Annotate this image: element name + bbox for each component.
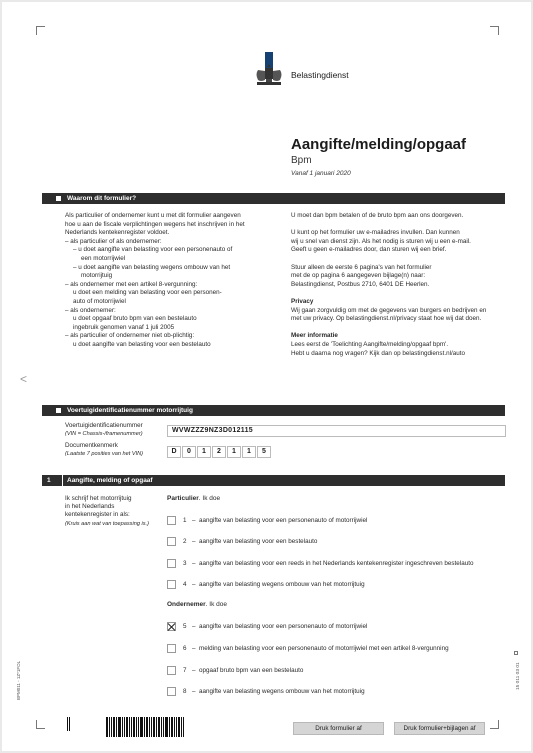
ondernemer-suffix: . Ik doe: [205, 601, 227, 608]
option-label: aangifte van belasting voor een reeds in het Nederlands kentekenregister ingeschreven bestelauto: [199, 559, 474, 567]
crop-mark: [490, 720, 499, 729]
option-dash: –: [192, 666, 196, 674]
ondernemer-label: Ondernemer: [167, 601, 206, 608]
checkbox[interactable]: [167, 666, 176, 675]
option-dash: –: [192, 622, 196, 630]
text-line: met uw privacy. Op belastingdienst.nl/privacy staat hoe wij dat doen.: [291, 315, 482, 323]
text-line: – als ondernemer:: [65, 306, 116, 314]
crop-mark: [36, 720, 45, 729]
text-line: – u doet aangifte van belasting voor een personenauto of: [73, 246, 233, 254]
text-line: – als particulier of ondernemer niet ob-plichtig:: [65, 332, 195, 340]
crop-mark: [36, 26, 45, 35]
form-code-right: 15 011 03 01: [516, 662, 521, 690]
privacy-heading: Privacy: [291, 297, 314, 305]
option-dash: –: [192, 580, 196, 588]
checkbox[interactable]: [167, 644, 176, 653]
vin-label-sub: (VIN = Chassis-/framenummer): [65, 431, 143, 437]
option-number: 1: [183, 516, 187, 524]
section-bar-vin: [42, 405, 505, 416]
section-divider: [62, 475, 63, 486]
option-label: aangifte van belasting voor een bestelauto: [199, 537, 318, 545]
crest-icon: [252, 62, 286, 90]
text-line: u doet opgaaf bruto bpm van een bestelauto: [73, 315, 197, 323]
info-heading: Meer informatie: [291, 332, 338, 340]
option-dash: –: [192, 644, 196, 652]
text-line: u doet aangifte van belasting voor een bestelauto: [73, 340, 211, 348]
doc-char-cell[interactable]: 0: [182, 446, 196, 458]
text-line: hoe u aan de fiscale verplichtingen wegens het inschrijven in het: [65, 220, 245, 228]
doc-char-cell[interactable]: 1: [197, 446, 211, 458]
option-5[interactable]: [167, 621, 367, 631]
option-label: aangifte van belasting voor een personenauto of motorrijwiel: [199, 516, 368, 524]
option-label: melding van belasting voor een personenauto of motorrijwiel met een artikel 8-vergunning: [199, 644, 449, 652]
doc-label-sub: (Laatste 7 posities van het VIN): [65, 451, 144, 457]
why-left-column: [65, 212, 245, 350]
checkbox[interactable]: [167, 687, 176, 696]
option-dash: –: [192, 537, 196, 545]
text-line: Wij gaan zorgvuldig om met de gegevens van burgers en bedrijven en: [291, 306, 487, 314]
text-line: Stuur alleen de eerste 6 pagina's van het formulier: [291, 263, 432, 271]
text-line: U moet dan bpm betalen of de bruto bpm aan ons doorgeven.: [291, 212, 464, 219]
text-line: u doet een melding van belasting voor een personen-: [73, 289, 222, 297]
section-square-icon: [56, 408, 61, 413]
doc-label: [65, 442, 143, 458]
text-line: Als particulier of ondernemer kunt u met dit formulier aangeven: [65, 212, 241, 219]
barcode-mark-icon: [67, 717, 70, 731]
side-mark: [514, 651, 518, 655]
doc-char-cell[interactable]: 1: [242, 446, 256, 458]
checkbox[interactable]: [167, 537, 176, 546]
text-line: – als ondernemer met een artikel 8-vergunning:: [65, 280, 198, 288]
brand-name: Belastingdienst: [291, 70, 349, 80]
option-6[interactable]: [167, 643, 449, 653]
particulier-label: Particulier: [167, 495, 199, 502]
option-number: 4: [183, 580, 187, 588]
ondernemer-heading: [167, 601, 227, 608]
option-number: 6: [183, 644, 187, 652]
section-1-intro: [65, 495, 149, 528]
particulier-heading: [167, 495, 220, 502]
option-number: 7: [183, 666, 187, 674]
section-heading: Waarom dit formulier?: [67, 195, 137, 202]
barcode-icon: [106, 717, 185, 737]
crop-mark: [490, 26, 499, 35]
form-title: Aangifte/melding/opgaaf: [291, 136, 467, 153]
option-label: aangifte van belasting voor een personenauto of motorrijwiel: [199, 622, 368, 630]
text-line: ingebruik genomen vanaf 1 juli 2005: [73, 323, 175, 331]
vin-label: [65, 422, 143, 438]
option-number: 5: [183, 622, 187, 630]
doc-char-cell[interactable]: 1: [227, 446, 241, 458]
doc-kenmerk-input[interactable]: [167, 446, 272, 458]
text-line: Ik schrijf het motorrijtuig: [65, 495, 132, 502]
text-line: U kunt op het formulier uw e-mailadres invullen. Dan kunnen: [291, 229, 460, 237]
why-right-column: [291, 212, 486, 358]
option-7[interactable]: [167, 665, 303, 675]
option-number: 2: [183, 537, 187, 545]
form-page: [2, 2, 531, 751]
chevron-left-icon[interactable]: <: [20, 372, 28, 386]
text-line: Belastingdienst, Postbus 2710, 6401 DE Heerlen.: [291, 280, 430, 288]
form-subtitle: Bpm: [291, 155, 312, 166]
text-line: Hebt u daarna nog vragen? Kijk dan op belastingdienst.nl/auto: [291, 349, 465, 357]
text-line: een motorrijwiel: [81, 254, 126, 262]
vin-input[interactable]: WVWZZZ9NZ3D012115: [167, 425, 506, 437]
checkbox-checked[interactable]: [167, 622, 176, 631]
section-heading: Voertuigidentificatienummer motorrijtuig: [67, 407, 193, 414]
text-line: – als particulier of als ondernemer:: [65, 237, 162, 245]
option-2[interactable]: [167, 536, 317, 546]
vin-label-text: Voertuigidentificatienummer: [65, 422, 143, 429]
text-line: met de op pagina 6 aangegeven bijlage(n) naar:: [291, 272, 426, 280]
doc-char-cell[interactable]: 2: [212, 446, 226, 458]
option-number: 3: [183, 559, 187, 567]
option-label: opgaaf bruto bpm van een bestelauto: [199, 666, 304, 674]
intro-note: (Kruis aan wat van toepassing is.): [65, 520, 149, 527]
option-8[interactable]: [167, 686, 365, 696]
print-form-button[interactable]: Druk formulier af: [293, 722, 384, 735]
text-line: Nederlands kentekenregister voldoet.: [65, 229, 170, 237]
section-heading: Aangifte, melding of opgaaf: [67, 477, 153, 484]
option-4[interactable]: [167, 579, 365, 589]
text-line: – u doet aangifte van belasting wegens ombouw van het: [73, 263, 231, 271]
print-form-attachments-button[interactable]: Druk formulier+bijlagen af: [394, 722, 485, 735]
form-date: Vanaf 1 januari 2020: [291, 170, 351, 177]
option-label: aangifte van belasting wegens ombouw van het motorrijtuig: [199, 580, 365, 588]
particulier-suffix: . Ik doe: [198, 495, 221, 502]
text-line: auto of motorrijwiel: [73, 297, 126, 305]
doc-char-cell[interactable]: D: [167, 446, 181, 458]
section-square-icon: [56, 196, 61, 201]
option-1[interactable]: [167, 515, 367, 525]
text-line: kentekenregister in als:: [65, 511, 130, 519]
checkbox[interactable]: [167, 580, 176, 589]
section-number: 1: [47, 477, 51, 484]
form-code-left: BPM011 - 1Z*1FOL: [16, 660, 21, 700]
checkbox[interactable]: [167, 516, 176, 525]
option-label: aangifte van belasting wegens ombouw van het motorrijtuig: [199, 687, 365, 695]
option-dash: –: [192, 687, 196, 695]
text-line: Lees eerst de 'Toelichting Aangifte/melding/opgaaf bpm'.: [291, 340, 449, 348]
text-line: wij u snel van dienst zijn. Als het nodig is sturen wij u een e-mail.: [291, 237, 471, 245]
doc-label-text: Documentkenmerk: [65, 442, 118, 449]
option-dash: –: [192, 516, 196, 524]
doc-char-cell[interactable]: 5: [257, 446, 271, 458]
option-number: 8: [183, 687, 187, 695]
text-line: in het Nederlands: [65, 503, 115, 511]
option-dash: –: [192, 559, 196, 567]
checkbox[interactable]: [167, 559, 176, 568]
section-bar-1: [42, 475, 505, 486]
section-bar-why: [42, 193, 505, 204]
text-line: Geeft u geen e-mailadres door, dan sturen wij een brief.: [291, 246, 447, 254]
text-line: motorrijtuig: [81, 272, 113, 280]
option-3[interactable]: [167, 558, 473, 568]
